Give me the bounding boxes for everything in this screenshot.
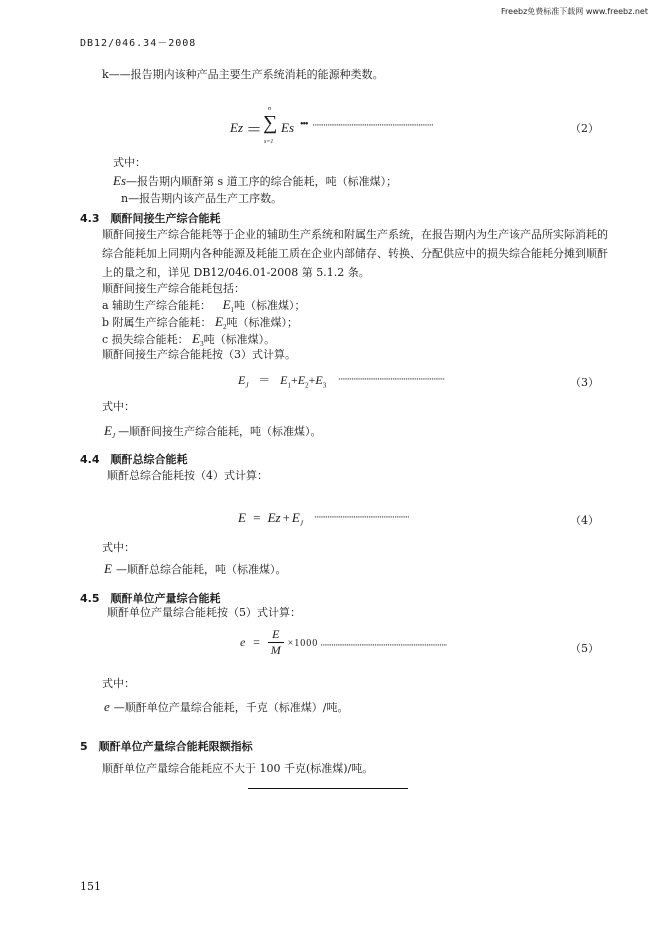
eq3-s2: 2	[305, 381, 309, 390]
eq5-number: （5）	[570, 642, 599, 655]
eq4-leader-dots: ···················································	[314, 513, 409, 523]
eq2-term: Es	[281, 120, 294, 135]
ej-symbol: E	[104, 423, 112, 438]
eq3-s3: 3	[322, 381, 327, 390]
end-rule	[248, 788, 408, 789]
item-c-symbol: E	[192, 331, 201, 346]
section-5-text: 顺酐单位产量综合能耗应不大于 100 千克(标准煤)/吨。	[102, 762, 374, 775]
eq5-leader-dots: ····································································	[320, 641, 447, 651]
eq3-number: （3）	[570, 376, 599, 389]
section-4-3-title: 4.3 顺酐间接生产综合能耗	[80, 212, 221, 225]
eq4-definition	[104, 562, 286, 577]
eq2-sum-symbol: ∑	[263, 112, 278, 134]
item-a-prefix: a 辅助生产综合能耗：	[102, 299, 212, 312]
e-total-symbol: E	[104, 561, 112, 576]
eq5-numerator: E	[268, 627, 284, 643]
item-b-symbol: E	[215, 314, 223, 329]
item-a-sub: 1	[230, 306, 235, 315]
equation-3	[238, 371, 326, 389]
eq4-equals: =	[253, 510, 261, 525]
eq3-leader-dots: ·························································	[338, 375, 445, 385]
eq3-plus-2: +	[308, 373, 316, 387]
section-5-title: 5 顺酐单位产量综合能耗限额指标	[80, 740, 253, 753]
eq2-ellipsis: •••	[300, 119, 308, 130]
eq5-equals: =	[253, 635, 260, 649]
item-b-sub: 2	[223, 323, 227, 332]
e-unit-symbol: e	[104, 699, 110, 714]
eq3-t3: E	[315, 373, 323, 387]
eq3-lhs: E	[238, 373, 246, 387]
eq2-equals: ＝	[246, 122, 263, 139]
e-unit-definition-text: —顺酐单位产量综合能耗，千克（标准煤）/吨。	[113, 701, 349, 714]
eq3-lhs-sub: J	[245, 381, 249, 390]
item-b-suffix: 吨（标准煤）；	[226, 316, 298, 329]
ej-definition-text: —顺酐间接生产综合能耗，吨（标准煤）。	[118, 425, 322, 438]
eq3-s1: 1	[287, 381, 291, 390]
item-c-prefix: c 损失综合能耗：	[102, 333, 189, 346]
eq3-t1: E	[280, 373, 288, 387]
item-c-suffix: 吨（标准煤）。	[203, 333, 276, 346]
eq3-where-label: 式中：	[102, 400, 135, 413]
eq3-definition	[104, 424, 322, 443]
eq2-lhs: Ez	[230, 120, 243, 135]
k-definition: k——报告期内该种产品主要生产系统消耗的能源种类数。	[102, 68, 384, 81]
eq3-equals: ＝	[258, 373, 271, 387]
item-a-suffix: 吨（标准煤）；	[234, 299, 306, 312]
eq5-lhs: e	[240, 635, 246, 649]
es-symbol: Es	[113, 173, 126, 188]
eq4-s2: J	[299, 519, 303, 528]
equation-5	[240, 627, 318, 658]
ej-sub: J	[111, 432, 116, 441]
eq3-t2: E	[297, 373, 306, 387]
eq4-plus: +	[282, 510, 290, 525]
eq4-t1: Ez	[267, 510, 281, 525]
eq5-denominator: M	[270, 643, 281, 657]
eq5-where-label: 式中：	[102, 677, 135, 690]
eq2-leader-dots: ·································································	[312, 121, 433, 131]
eq4-where-label: 式中：	[102, 541, 135, 554]
eq2-n-definition: n—报告期内该产品生产工序数。	[121, 192, 283, 205]
section-4-3-calc: 顺酐间接生产综合能耗按（3）式计算。	[102, 348, 296, 361]
section-4-3-paragraph: 顺酐间接生产综合能耗等于企业的辅助生产系统和附属生产系统，在报告期内为生产该产品所实际消耗的综合能耗加上同期内各种能源及耗能工质在企业内部储存、转换、分配供应中的损失综合能耗分摊到顺酐上的量之和，详见 DB12/046.01-2008 第 5.1.2 条。	[102, 228, 608, 279]
section-4-5-calc: 顺酐单位产量综合能耗按（5）式计算：	[107, 606, 301, 619]
equation-4	[238, 510, 303, 528]
eq4-t2: E	[291, 510, 300, 525]
eq5-times: ×1000	[287, 638, 319, 649]
eq5-definition	[104, 700, 349, 715]
site-watermark: Freebz免费标准下载网 www.freebz.net	[501, 7, 648, 16]
eq5-fraction	[268, 627, 284, 658]
eq2-es-definition	[113, 174, 397, 189]
eq2-where-label: 式中：	[113, 156, 146, 169]
eq3-plus-1: +	[290, 373, 298, 387]
page-number: 151	[80, 880, 101, 893]
eq2-number: （2）	[570, 122, 599, 135]
section-4-4-title: 4.4 顺酐总综合能耗	[80, 453, 188, 466]
eq4-lhs: E	[238, 510, 246, 525]
item-b-prefix: b 附属生产综合能耗：	[102, 316, 212, 329]
e-total-definition-text: —顺酐总综合能耗，吨（标准煤）。	[115, 563, 287, 576]
item-a-symbol: E	[222, 297, 231, 312]
section-4-5-title: 4.5 顺酐单位产量综合能耗	[80, 592, 221, 605]
eq2-sum-lower: s=1	[264, 139, 274, 145]
section-4-4-calc: 顺酐总综合能耗按（4）式计算：	[107, 469, 268, 482]
eq2-sum-upper: n	[268, 106, 271, 112]
eq4-number: （4）	[570, 514, 599, 527]
section-4-3-includes: 顺酐间接生产综合能耗包括：	[102, 282, 245, 295]
es-definition-text: —报告期内顺酐第 s 道工序的综合能耗，吨（标准煤）；	[126, 175, 398, 188]
standard-number: DB12/046.34－2008	[80, 38, 197, 49]
item-c-sub: 3	[200, 340, 204, 349]
